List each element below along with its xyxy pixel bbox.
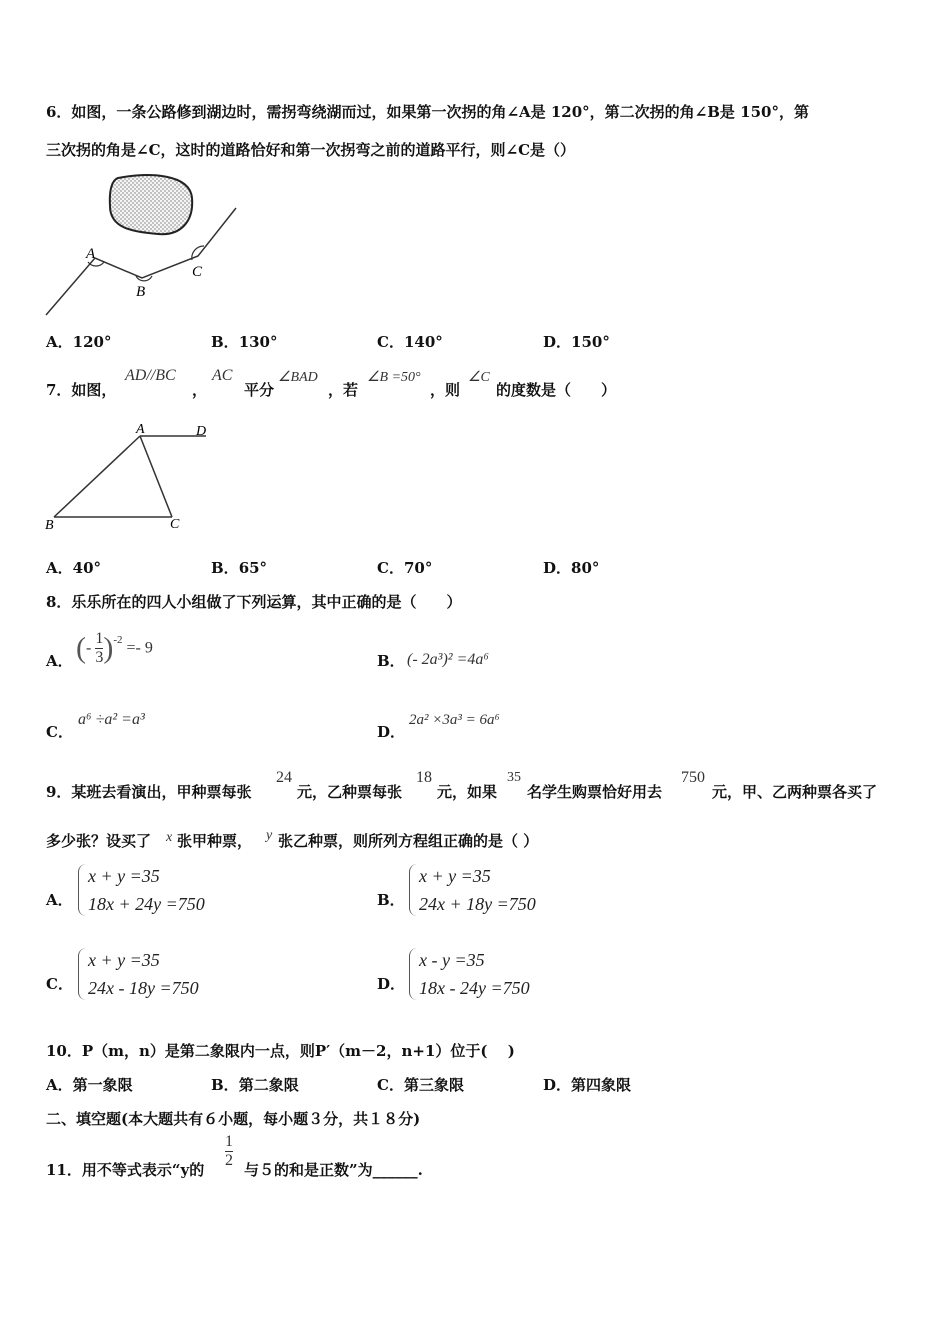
q6-option-c[interactable]: C．140° [377, 333, 443, 351]
q6-option-a[interactable]: A．120° [46, 333, 112, 351]
q9-text-6: 多少张？设买了 [46, 832, 152, 850]
q11-text-1: 11．用不等式表示“y的 [46, 1161, 205, 1179]
q7-math-ac: AC [212, 367, 233, 384]
lake-shape [110, 175, 192, 234]
q9-option-b[interactable]: B． [377, 891, 405, 909]
q6-stem-line2: 三次拐的角是∠C，这时的道路恰好和第一次拐弯之前的道路平行，则∠C是（） [46, 141, 576, 159]
q9-option-b-system: x + y =35 24x + 18y =750 [409, 862, 536, 918]
q8-option-c[interactable]: C． [46, 723, 73, 741]
q8-option-b[interactable]: B． [377, 652, 405, 670]
q7-text-question: 的度数是（ ） [496, 381, 617, 399]
q9-option-c[interactable]: C． [46, 975, 73, 993]
q7-math-angle-bad: ∠BAD [278, 370, 318, 385]
q6-option-d[interactable]: D．150° [543, 333, 610, 351]
q6-option-b[interactable]: B．130° [211, 333, 278, 351]
q8-option-d-expr: 2a² ×3a³ = 6a⁶ [409, 712, 500, 728]
q9-option-d[interactable]: D． [377, 975, 406, 993]
q9-text-4: 名学生购票恰好用去 [527, 783, 663, 801]
q7-text-bisects: 平分 [244, 381, 275, 399]
q10-stem: 10．P（m，n）是第二象限内一点，则P′（m－2，n+1）位于( ) [46, 1042, 515, 1060]
q10-option-d[interactable]: D．第四象限 [543, 1076, 632, 1094]
q8-option-a-expr: (- $\frac{1}{3}$ )$^{-2}$ =- 9 [76, 630, 153, 666]
q7-sep: ， [192, 381, 208, 399]
q9-option-a-system: x + y =35 18x + 24y =750 [78, 862, 205, 918]
label-c: C [192, 264, 203, 280]
q8-option-c-expr: a⁶ ÷a² =a³ [78, 711, 145, 728]
label-d: D [196, 424, 207, 439]
q7-text-if: ，若 [328, 381, 359, 399]
q9-text-1: 9．某班去看演出，甲种票每张 [46, 783, 252, 801]
q9-num-18: 18 [416, 769, 432, 786]
label-b: B [45, 518, 54, 533]
q9-option-c-system: x + y =35 24x - 18y =750 [78, 946, 199, 1002]
q7-math-ad-parallel-bc: AD//BC [125, 367, 176, 384]
q10-option-a[interactable]: A．第一象限 [46, 1076, 133, 1094]
label-a: A [86, 246, 96, 262]
q6-stem-line1: 6．如图，一条公路修到湖边时，需拐弯绕湖而过，如果第一次拐的角∠A是 120°，第二次拐的角∠B是 150°，第 [46, 103, 809, 121]
q11-fraction: $\frac{1}{2}$ [225, 1133, 233, 1169]
q9-text-3: 元，如果 [437, 783, 498, 801]
q9-option-d-system: x - y =35 18x - 24y =750 [409, 946, 530, 1002]
label-c: C [170, 517, 180, 532]
q7-math-angle-c: ∠C [468, 370, 490, 385]
label-a: A [136, 422, 145, 437]
q10-option-c[interactable]: C．第三象限 [377, 1076, 464, 1094]
q7-option-b[interactable]: B．65° [211, 559, 268, 577]
q9-text-2: 元，乙种票每张 [297, 783, 403, 801]
q9-text-5: 元，甲、乙两种票各买了 [712, 783, 878, 801]
q7-option-a[interactable]: A．40° [46, 559, 102, 577]
q9-option-a[interactable]: A． [46, 891, 73, 909]
q9-var-y: y [266, 828, 273, 843]
q7-triangle-figure [40, 418, 220, 536]
q8-stem: 8．乐乐所在的四人小组做了下列运算，其中正确的是（ ） [46, 593, 462, 611]
q7-text-then: ，则 [430, 381, 461, 399]
q11-text-2: 与５的和是正数”为______. [244, 1161, 423, 1179]
q9-num-750: 750 [681, 769, 705, 786]
q9-num-24: 24 [276, 769, 292, 786]
q6-road-lake-figure [40, 170, 250, 320]
q8-option-b-expr: (- 2a³)² =4a⁶ [407, 651, 489, 668]
q9-num-35: 35 [507, 770, 521, 785]
q9-var-x: x [166, 830, 173, 845]
label-b: B [136, 284, 146, 300]
q9-text-7: 张甲种票， [177, 832, 253, 850]
q7-option-c[interactable]: C．70° [377, 559, 433, 577]
section-2-title: 二、填空题(本大题共有６小题，每小题３分，共１８分) [46, 1110, 421, 1128]
q8-option-d[interactable]: D． [377, 723, 406, 741]
q8-option-a[interactable]: A． [46, 652, 73, 670]
q7-prefix: 7．如图， [46, 381, 117, 399]
q9-text-8: 张乙种票，则所列方程组正确的是（ ） [278, 832, 539, 850]
q10-option-b[interactable]: B．第二象限 [211, 1076, 299, 1094]
q7-math-angle-b: ∠B =50° [367, 370, 421, 385]
q7-option-d[interactable]: D．80° [543, 559, 600, 577]
